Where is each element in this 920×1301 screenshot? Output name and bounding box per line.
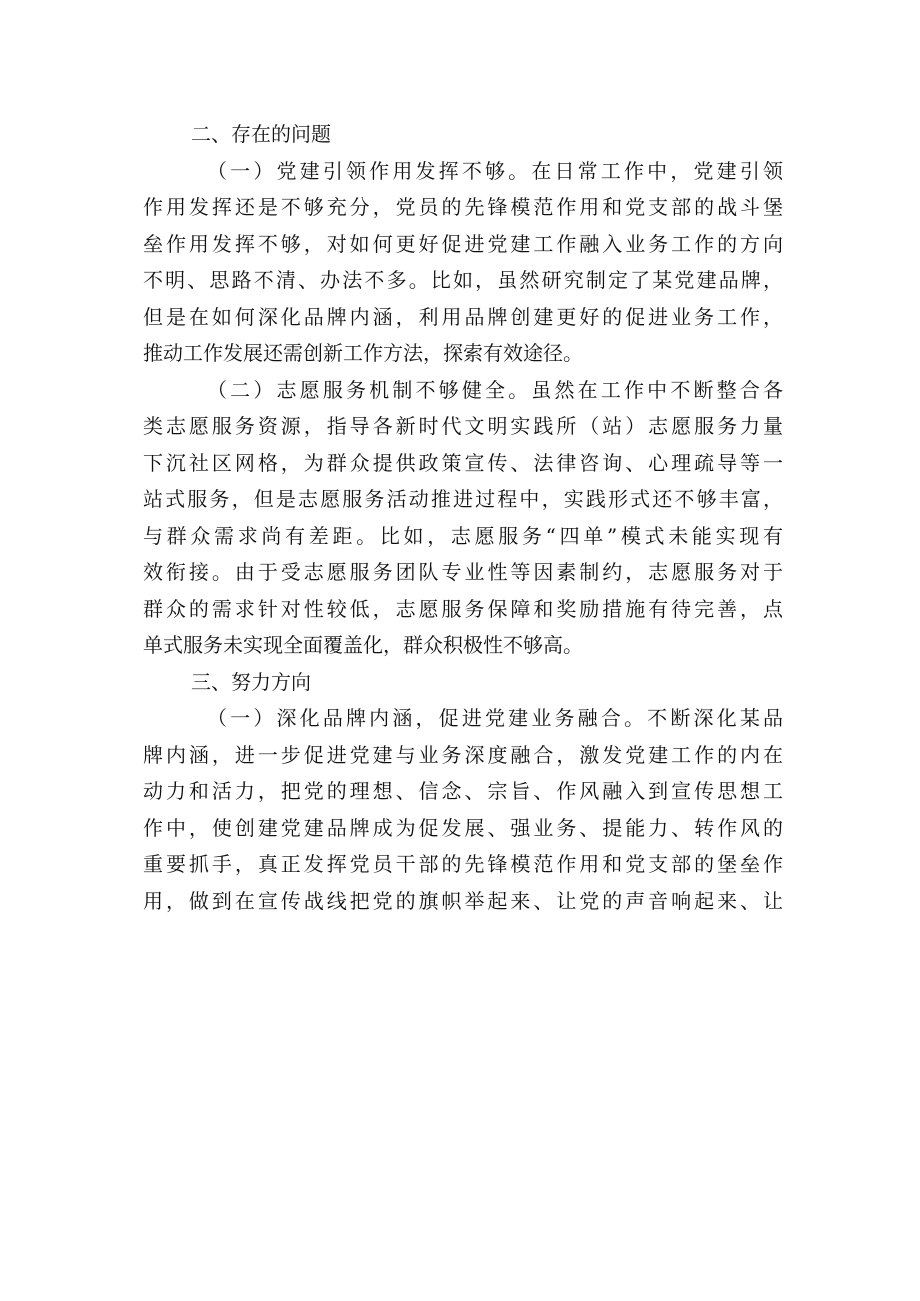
paragraph-line: 用，做到在宣传战线把党的旗帜举起来、让党的声音响起来、让 [143, 888, 783, 913]
paragraph-line: 推动工作发展还需创新工作方法，探索有效途径。 [143, 341, 583, 365]
paragraph-line: 与群众需求尚有差距。比如，志愿服务“四单”模式未能实现有 [143, 523, 783, 548]
section-heading: 三、努力方向 [191, 669, 311, 694]
paragraph-line: 单式服务未实现全面覆盖化，群众积极性不够高。 [143, 633, 583, 657]
paragraph-line: 类志愿服务资源，指导各新时代文明实践所（站）志愿服务力量 [143, 414, 783, 438]
paragraph-line: （一）深化品牌内涵，促进党建业务融合。不断深化某品 [207, 706, 783, 730]
paragraph-line: 动力和活力，把党的理想、信念、宗旨、作风融入到宣传思想工 [143, 779, 783, 803]
paragraph-line: 重要抓手，真正发挥党员干部的先锋模范作用和党支部的堡垒作 [143, 852, 783, 876]
paragraph-line: 站式服务，但是志愿服务活动推进过程中，实践形式还不够丰富， [143, 487, 783, 511]
section-problems [143, 116, 783, 664]
paragraph [143, 153, 783, 372]
paragraph-line: 作用发挥还是不够充分，党员的先锋模范作用和党支部的战斗堡 [143, 195, 783, 219]
paragraph-line: 但是在如何深化品牌内涵，利用品牌创建更好的促进业务工作， [143, 304, 783, 329]
paragraph-line: （一）党建引领作用发挥不够。在日常工作中，党建引领 [207, 158, 783, 183]
paragraph-line: 效衔接。由于受志愿服务团队专业性等因素制约，志愿服务对于 [143, 560, 783, 584]
paragraph-line: 下沉社区网格，为群众提供政策宣传、法律咨询、心理疏导等一 [143, 450, 783, 475]
paragraph-line: 牌内涵，进一步促进党建与业务深度融合，激发党建工作的内在 [143, 742, 783, 767]
paragraph-line: 垒作用发挥不够，对如何更好促进党建工作融入业务工作的方向 [143, 231, 783, 256]
document-body [143, 116, 783, 919]
section-heading: 二、存在的问题 [191, 122, 331, 146]
paragraph-line: （二）志愿服务机制不够健全。虽然在工作中不断整合各 [207, 377, 783, 402]
paragraph-line: 群众的需求针对性较低，志愿服务保障和奖励措施有待完善，点 [143, 596, 783, 621]
section-directions [143, 664, 783, 920]
paragraph-line: 不明、思路不清、办法不多。比如，虽然研究制定了某党建品牌， [143, 268, 783, 292]
paragraph [143, 372, 783, 664]
paragraph [143, 700, 783, 919]
paragraph-line: 作中，使创建党建品牌成为促发展、强业务、提能力、转作风的 [143, 815, 783, 840]
